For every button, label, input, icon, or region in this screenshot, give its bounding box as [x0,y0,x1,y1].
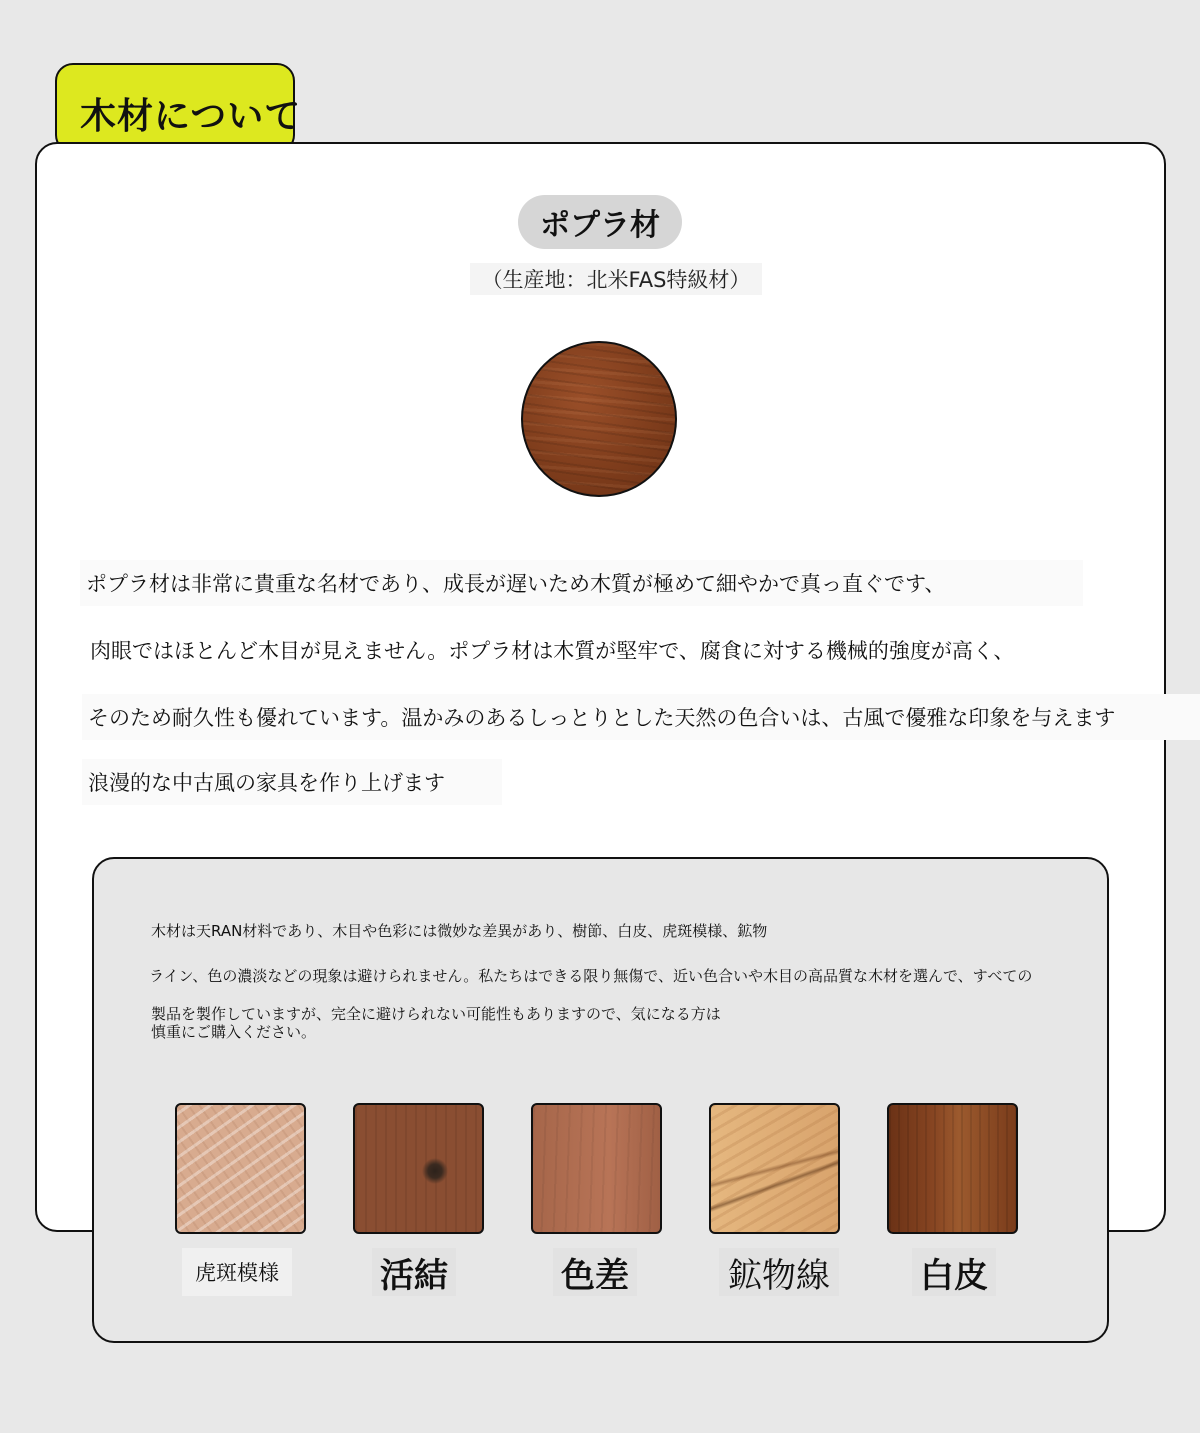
live-knot-label: 活結 [372,1248,456,1296]
mineral-streak-swatch [709,1103,840,1234]
tiger-stripe-swatch [175,1103,306,1234]
sapwood-swatch [887,1103,1018,1234]
description-line-4: 浪漫的な中古風の家具を作り上げます [82,759,502,805]
description-line-3: そのため耐久性も優れています。温かみのあるしっとりとした天然の色合いは、古風で優雅な印象を与えます [82,694,1200,740]
mineral-streak-label: 鉱物線 [719,1248,839,1296]
section-tab-label: 木材について [80,96,302,137]
note-line-2: ライン、色の濃淡などの現象は避けられません。私たちはできる限り無傷で、近い色合いや木目の高品質な木材を選んで、すべての [149,967,1033,985]
note-line-1: 木材は天RAN材料であり、木目や色彩には微妙な差異があり、樹節、白皮、虎斑模様、鉱物 [151,922,768,940]
note-line-3: 製品を製作していますが、完全に避けられない可能性もありますので、気になる方は [151,1005,721,1023]
color-difference-swatch [531,1103,662,1234]
sapwood-label: 白皮 [912,1248,996,1296]
note-line-4: 慎重にご購入ください。 [151,1023,317,1041]
live-knot-swatch [353,1103,484,1234]
wood-sample-image [521,341,677,497]
wood-origin: （生産地：北米FAS特級材） [470,263,762,295]
wood-name-pill: ポプラ材 [518,195,682,249]
tiger-stripe-label: 虎斑模様 [182,1248,292,1296]
description-line-1: ポプラ材は非常に貴重な名材であり、成長が遅いため木質が極めて細やかで真っ直ぐです、 [80,560,1083,606]
color-difference-label: 色差 [553,1248,637,1296]
description-line-2: 肉眼ではほとんど木目が見えません。ポプラ材は木質が堅牢で、腐食に対する機械的強度が高く、 [84,627,1091,673]
